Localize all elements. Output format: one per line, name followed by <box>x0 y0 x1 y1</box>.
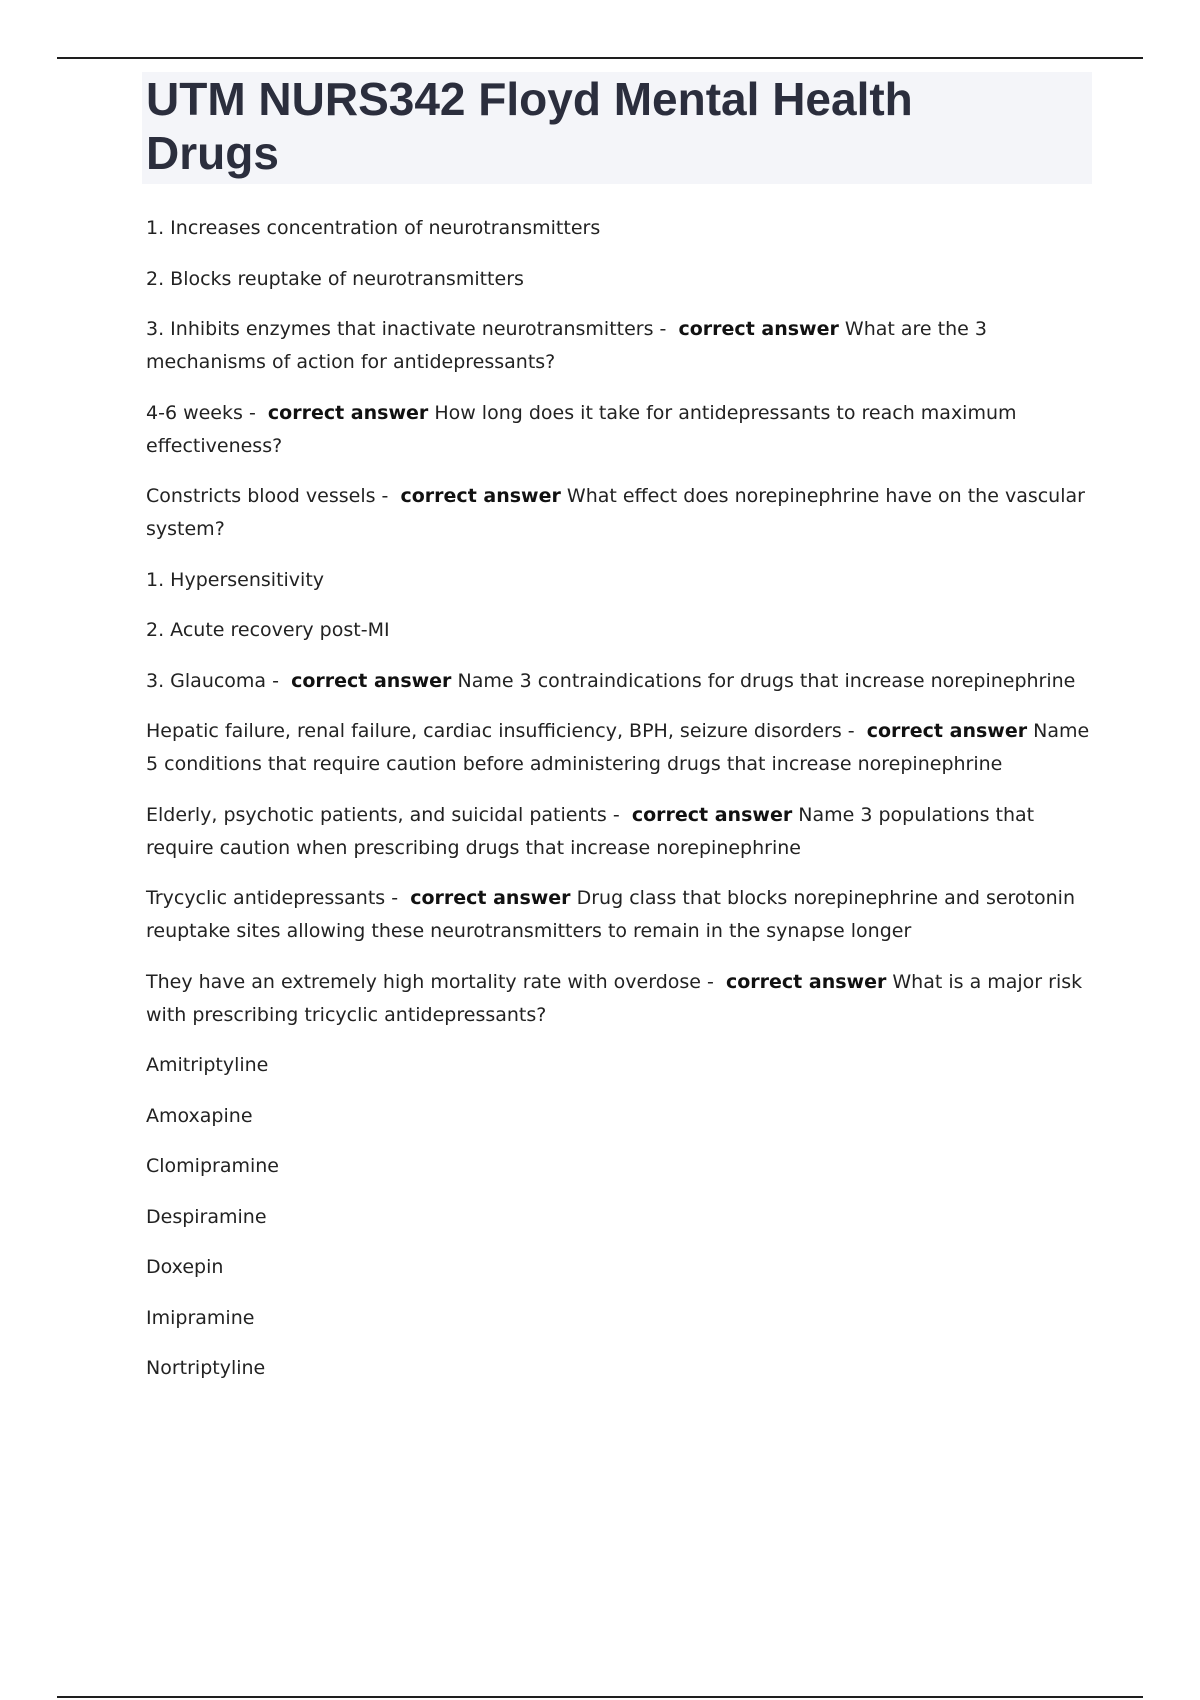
answer-text: Elderly, psychotic patients, and suicidal patients <box>146 803 607 826</box>
correct-answer-label: correct answer <box>678 318 839 340</box>
document-title: UTM NURS342 Floyd Mental Health Drugs <box>146 73 913 179</box>
qa-entry: 4-6 weeks - correct answer How long does it take for antidepressants to reach maximum effectiveness? <box>146 401 1017 457</box>
question-text: Name 5 conditions that require caution before administering drugs that increase norepinephrine <box>146 720 1090 775</box>
answer-text: 3. Glaucoma <box>146 669 267 692</box>
question-text: What is a major risk with prescribing tricyclic antidepressants? <box>146 970 1083 1026</box>
correct-answer-label: correct answer <box>400 485 561 507</box>
qa-entry: 3. Glaucoma - correct answer Name 3 contraindications for drugs that increase norepinephrine <box>146 669 1076 692</box>
qa-entry: Trycyclic antidepressants - correct answer Drug class that blocks norepinephrine and serotonin reuptake sites allowing these neurotransmitters to remain in the synapse longer <box>146 887 1075 942</box>
drug-list-item: Nortriptyline <box>146 1357 266 1379</box>
qa-entry: Constricts blood vessels - correct answer What effect does norepinephrine have on the vascular system? <box>146 485 1085 540</box>
correct-answer-label: correct answer <box>631 803 793 826</box>
answer-text: Hepatic failure, renal failure, cardiac insufficiency, BPH, seizure disorders <box>146 720 842 742</box>
question-text: Drug class that blocks norepinephrine and serotonin reuptake sites allowing these neurotransmitters to remain in the synapse longer <box>146 887 1075 942</box>
qa-entry: Hepatic failure, renal failure, cardiac insufficiency, BPH, seizure disorders - correct answer Name 5 conditions that require caution before administering drugs that increase norepinephrine <box>146 720 1090 775</box>
top-rule <box>57 57 1143 59</box>
correct-answer-label: correct answer <box>267 401 429 424</box>
qa-entry: 3. Inhibits enzymes that inactivate neurotransmitters - correct answer What are the 3 mechanisms of action for antidepressants? <box>146 318 987 373</box>
question-text: What are the 3 mechanisms of action for antidepressants? <box>146 318 987 373</box>
text-line: 2. Acute recovery post-MI <box>146 619 390 641</box>
correct-answer-label: correct answer <box>291 669 452 692</box>
question-text: How long does it take for antidepressants to reach maximum effectiveness? <box>146 401 1017 457</box>
answer-text: They have an extremely high mortality rate with overdose <box>146 970 701 993</box>
correct-answer-label: correct answer <box>725 970 887 993</box>
answer-text: 4-6 weeks <box>146 401 243 424</box>
answer-text: Constricts blood vessels <box>146 485 376 507</box>
question-text: Name 3 populations that require caution when prescribing drugs that increase norepinephrine <box>146 803 1035 859</box>
question-text: Name 3 contraindications for drugs that increase norepinephrine <box>457 669 1076 692</box>
qa-entry: They have an extremely high mortality rate with overdose - correct answer What is a major risk with prescribing tricyclic antidepressants? <box>146 970 1083 1026</box>
drug-list-item: Clomipramine <box>146 1155 279 1177</box>
bottom-rule <box>57 1696 1143 1698</box>
text-line: 2. Blocks reuptake of neurotransmitters <box>146 267 524 290</box>
question-text: What effect does norepinephrine have on the vascular system? <box>146 485 1085 540</box>
text-line: 1. Hypersensitivity <box>146 568 325 591</box>
drug-list-item: Amoxapine <box>146 1104 253 1127</box>
answer-text: 3. Inhibits enzymes that inactivate neurotransmitters <box>146 318 654 340</box>
answer-text: Trycyclic antidepressants <box>146 887 386 909</box>
document-body <box>146 212 1096 1403</box>
correct-answer-label: correct answer <box>866 720 1028 742</box>
correct-answer-label: correct answer <box>410 887 571 909</box>
qa-entry: Elderly, psychotic patients, and suicidal patients - correct answer Name 3 populations that require caution when prescribing drugs that increase norepinephrine <box>146 803 1035 859</box>
drug-list-item: Imipramine <box>146 1306 255 1329</box>
drug-list-item: Despiramine <box>146 1205 267 1228</box>
drug-list-item: Doxepin <box>146 1256 224 1278</box>
drug-list-item: Amitriptyline <box>146 1054 269 1076</box>
text-line: 1. Increases concentration of neurotransmitters <box>146 217 601 239</box>
